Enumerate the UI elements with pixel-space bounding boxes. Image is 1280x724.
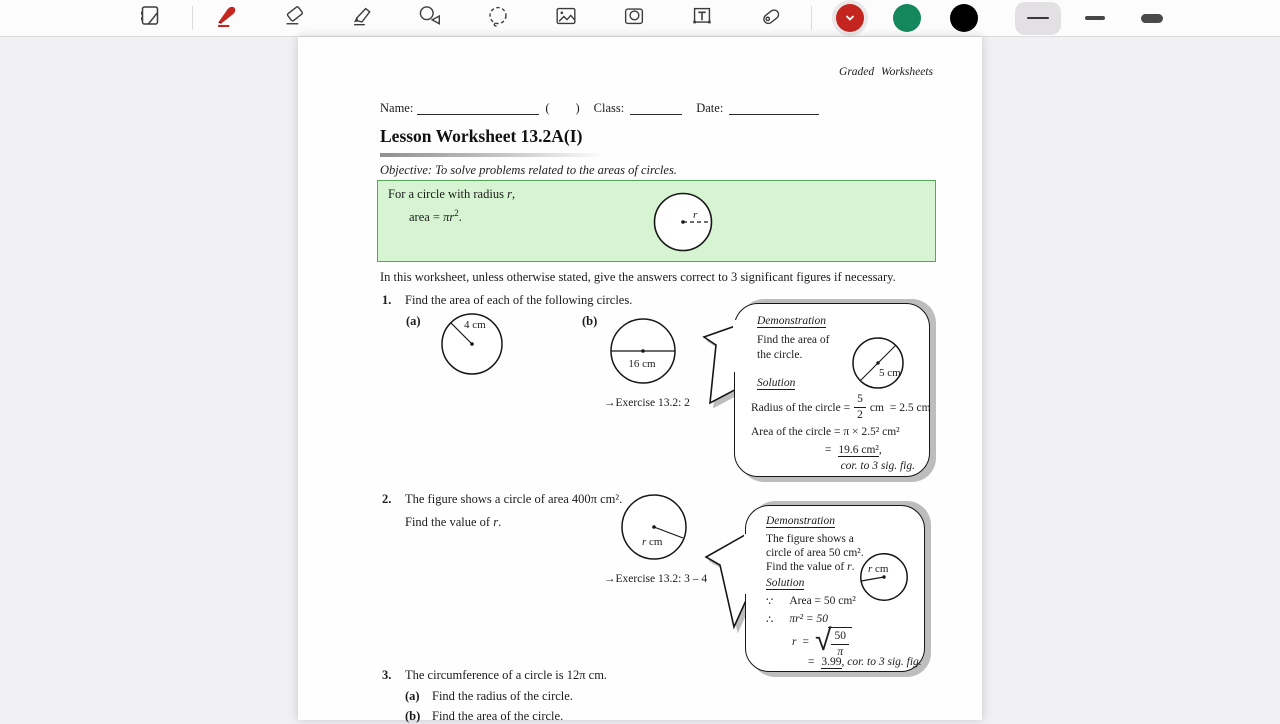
- demo2-line2: circle of area 50 cm².: [766, 547, 864, 559]
- demo1-result-line: = 19.6 cm²,: [825, 444, 882, 456]
- q3-number: 3.: [382, 668, 392, 682]
- svg-text:r: r: [693, 209, 698, 221]
- formula-line-2: area = $\pi r^2$.: [409, 208, 462, 225]
- text-tool-icon[interactable]: [689, 3, 715, 33]
- demo1-title: Demonstration: [757, 315, 826, 327]
- radical-sign: √: [814, 623, 832, 658]
- demo1-radius-line: Radius of the circle = $\frac{5}{2}$ cm = 2.5 cm: [751, 393, 931, 421]
- formula-highlight-box: [377, 180, 936, 262]
- shapes-tool-icon[interactable]: [417, 3, 443, 33]
- demo2-result-line: = 3.99, cor. to 3 sig. fig.: [808, 656, 922, 668]
- svg-text:r cm: r cm: [868, 563, 889, 575]
- demo1-line1: Find the area of: [757, 334, 830, 346]
- paren-open: (: [545, 101, 550, 115]
- stroke-width-medium[interactable]: [1072, 2, 1118, 35]
- q3a-text: Find the radius of the circle.: [432, 689, 573, 703]
- demo2-bubble: [745, 505, 925, 672]
- notebook-icon[interactable]: [138, 3, 164, 33]
- class-label: Class:: [593, 101, 625, 115]
- demo2-sqrt-line: r = √ $\frac{50}{\pi}$: [792, 626, 852, 658]
- svg-text:5 cm: 5 cm: [879, 367, 901, 379]
- demo1-correction: cor. to 3 sig. fig.: [840, 460, 915, 472]
- chevron-down-icon: [844, 14, 856, 22]
- q3-line1: The circumference of a circle is 12π cm.: [405, 668, 608, 682]
- camera-tool-icon[interactable]: [621, 3, 647, 33]
- toolbar-divider: [811, 6, 812, 30]
- demo2-title: Demonstration: [766, 515, 835, 527]
- demo2-circle-diagram: [859, 552, 909, 602]
- q1b-circle-diagram: [609, 317, 677, 385]
- title-underline-bar: [380, 153, 606, 157]
- q3b-text: Find the area of the circle.: [432, 709, 564, 723]
- date-blank[interactable]: [729, 102, 819, 115]
- demo2-line1: The figure shows a: [766, 533, 854, 545]
- q1-number: 1.: [382, 293, 392, 307]
- q1a-circle-diagram: [440, 312, 504, 376]
- q1-exercise-ref: →Exercise 13.2: 2: [604, 397, 690, 409]
- demo2-because-line: ∵ Area = 50 cm²: [766, 595, 856, 608]
- q2-exercise-ref: →Exercise 13.2: 3 – 4: [604, 573, 708, 585]
- watermark-graded-worksheets: Graded Worksheets: [839, 66, 933, 78]
- q1-text: Find the area of each of the following circles.: [405, 293, 633, 307]
- demo2-therefore-line: ∴ πr² = 50: [766, 613, 829, 626]
- q1a-label: (a): [406, 314, 421, 328]
- radius-circle-diagram: [652, 191, 714, 253]
- svg-text:4 cm: 4 cm: [464, 319, 486, 331]
- highlighter-tool-icon[interactable]: [349, 3, 375, 33]
- demo1-area-line: Area of the circle = π × 2.5² cm²: [751, 426, 900, 438]
- demo2-bubble-tail: [702, 529, 748, 631]
- demo1-tail-mask: [733, 320, 738, 372]
- paren-close: ): [575, 101, 580, 115]
- stroke-width-thin[interactable]: [1015, 2, 1061, 35]
- demo2-solution-label: Solution: [766, 577, 805, 589]
- objective-line: Objective: To solve problems related to the areas of circles.: [380, 163, 677, 177]
- stroke-width-thick[interactable]: [1129, 2, 1175, 35]
- date-label: Date:: [696, 101, 724, 115]
- demo2-tail-mask: [744, 534, 749, 594]
- demo1-solution-label: Solution: [757, 377, 796, 389]
- demo1-circle-diagram: [851, 336, 905, 390]
- class-blank[interactable]: [630, 102, 682, 115]
- note-line: In this worksheet, unless otherwise stated, give the answers correct to 3 significant figures if necessary.: [380, 270, 896, 284]
- color-swatch-green[interactable]: [889, 0, 925, 36]
- name-label: Name:: [380, 101, 414, 115]
- header-fill-in-line: [380, 101, 819, 116]
- formula-line-1: For a circle with radius r,: [388, 187, 516, 201]
- demo1-bubble: [734, 303, 930, 477]
- q3a-label: (a): [405, 689, 420, 703]
- toolbar-divider: [192, 6, 193, 30]
- q2-line2: Find the value of r.: [405, 515, 502, 529]
- q2-number: 2.: [382, 492, 392, 506]
- svg-text:r cm: r cm: [642, 536, 663, 548]
- eraser-tool-icon[interactable]: [281, 3, 307, 33]
- svg-text:16 cm: 16 cm: [628, 358, 656, 370]
- lasso-tool-icon[interactable]: [485, 3, 511, 33]
- name-blank[interactable]: [417, 102, 539, 115]
- toolbar: [0, 0, 1280, 37]
- q3b-label: (b): [405, 709, 421, 723]
- demo2-line3: Find the value of r.: [766, 561, 855, 573]
- image-tool-icon[interactable]: [553, 3, 579, 33]
- elements-tool-icon[interactable]: [757, 3, 783, 33]
- color-swatch-red-selected[interactable]: [832, 0, 868, 36]
- color-swatch-black[interactable]: [946, 0, 982, 36]
- worksheet-page[interactable]: [298, 37, 982, 723]
- document-canvas[interactable]: [0, 37, 1280, 723]
- worksheet-title: Lesson Worksheet 13.2A(I): [380, 126, 583, 146]
- q1b-label: (b): [582, 314, 598, 328]
- pen-tool-icon[interactable]: [213, 3, 239, 33]
- q2-circle-diagram: [620, 493, 688, 561]
- demo1-line2: the circle.: [757, 349, 803, 361]
- q2-line1: The figure shows a circle of area 400π cm².: [405, 492, 623, 506]
